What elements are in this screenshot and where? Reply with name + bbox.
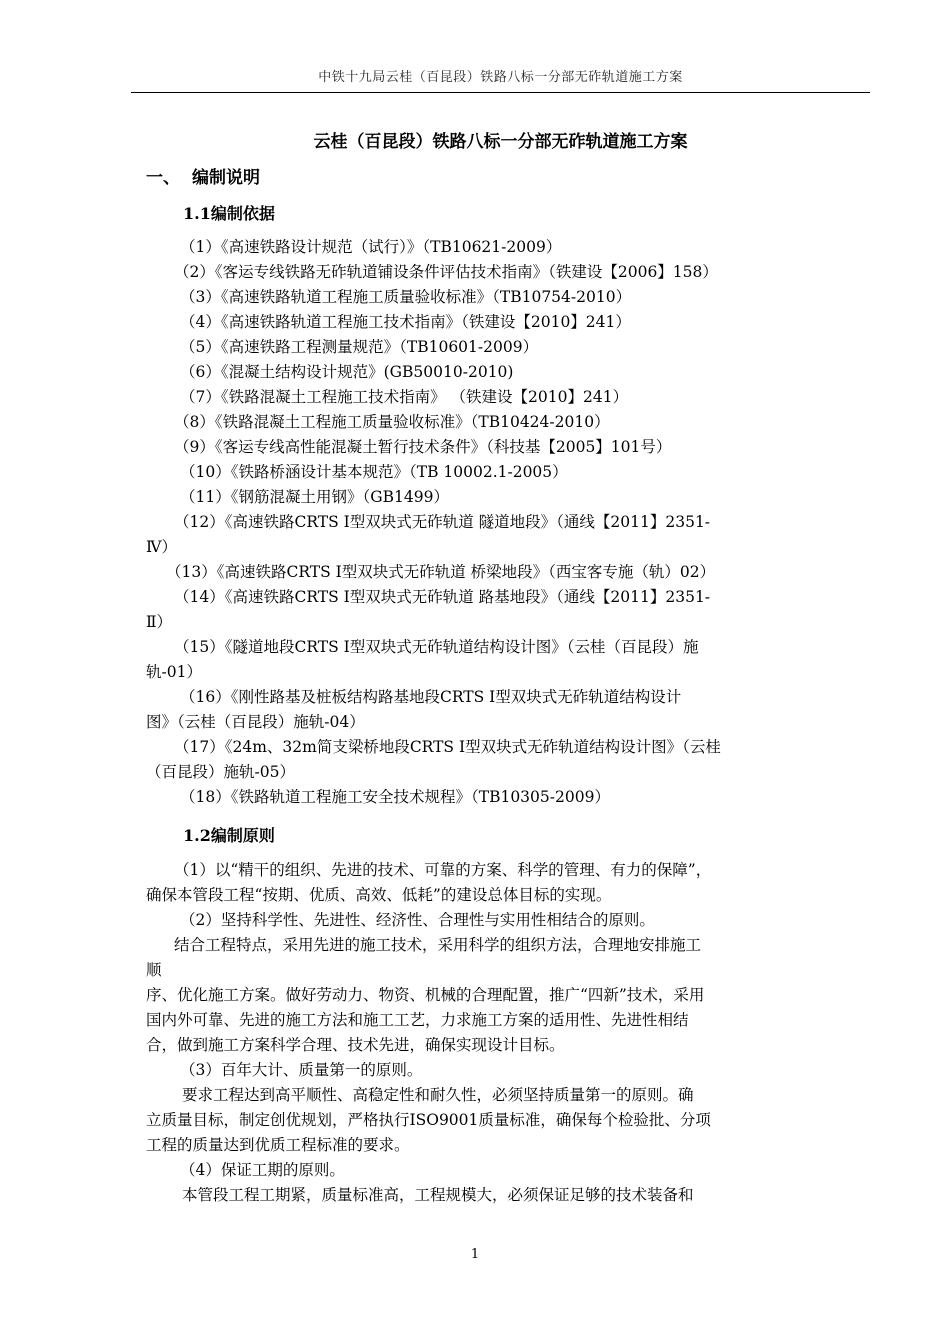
principle-line: （4）保证工期的原则。 xyxy=(180,1161,345,1179)
reference-item: （13）《高速铁路CRTS Ⅰ型双块式无砟轨道 桥梁地段》（西宝客专施（轨）02） xyxy=(166,563,716,581)
principle-line: 立质量目标，制定创优规划，严格执行ISO9001质量标准，确保每个检验批、分项 xyxy=(146,1111,711,1129)
principle-line: 合，做到施工方案科学合理、技术先进，确保实现设计目标。 xyxy=(146,1036,565,1054)
reference-item: （4）《高速铁路轨道工程施工技术指南》（铁建设【2010】241） xyxy=(180,313,631,331)
reference-item: （7）《铁路混凝土工程施工技术指南》 （铁建设【2010】241） xyxy=(180,388,629,406)
page-header: 中铁十九局云桂（百昆段）铁路八标一分部无砟轨道施工方案 xyxy=(318,70,683,85)
reference-item: （18）《铁路轨道工程施工安全技术规程》（TB10305-2009） xyxy=(180,788,610,806)
document-title: 云桂（百昆段）铁路八标一分部无砟轨道施工方案 xyxy=(313,132,688,152)
header-rule xyxy=(131,92,870,93)
principle-line: 本管段工程工期紧，质量标准高，工程规模大，必须保证足够的技术装备和 xyxy=(182,1186,694,1204)
reference-item: （15）《隧道地段CRTS Ⅰ型双块式无砟轨道结构设计图》（云桂（百昆段）施 xyxy=(174,638,699,656)
reference-item-continued: Ⅳ） xyxy=(146,538,177,556)
reference-item: （8）《铁路混凝土工程施工质量验收标准》（TB10424-2010） xyxy=(174,413,610,431)
reference-item: （16）《刚性路基及桩板结构路基地段CRTS Ⅰ型双块式无砟轨道结构设计 xyxy=(180,688,682,706)
principle-line: 国内外可靠、先进的施工方法和施工工艺，力求施工方案的适用性、先进性相结 xyxy=(146,1011,689,1029)
reference-item: （2）《客运专线铁路无砟轨道铺设条件评估技术指南》（铁建设【2006】158） xyxy=(174,263,718,281)
page-number: 1 xyxy=(470,1247,480,1262)
principle-line: （1）以“精干的组织、先进的技术、可靠的方案、科学的管理、有力的保障”， xyxy=(174,861,712,879)
reference-item: （11）《钢筋混凝土用钢》（GB1499） xyxy=(180,488,449,506)
reference-item-continued: Ⅱ） xyxy=(146,613,173,631)
principle-line: 确保本管段工程“按期、优质、高效、低耗”的建设总体目标的实现。 xyxy=(146,886,612,904)
principle-line: 结合工程特点，采用先进的施工技术，采用科学的组织方法，合理地安排施工 xyxy=(174,936,702,954)
principle-line: 序、优化施工方案。做好劳动力、物资、机械的合理配置，推广“四新”技术，采用 xyxy=(146,986,705,1004)
reference-item: （1）《高速铁路设计规范（试行）》（TB10621-2009） xyxy=(180,238,562,256)
reference-item: （14）《高速铁路CRTS Ⅰ型双块式无砟轨道 路基地段》（通线【2011】2351- xyxy=(174,588,711,606)
reference-item-continued: （百昆段）施轨-05） xyxy=(146,763,295,781)
reference-item: （10）《铁路桥涵设计基本规范》（TB 10002.1-2005） xyxy=(180,463,568,481)
section-number: 一、 xyxy=(146,168,180,188)
principle-line: （3）百年大计、质量第一的原则。 xyxy=(180,1061,423,1079)
reference-item-continued: 轨-01） xyxy=(146,663,202,681)
reference-item: （9）《客运专线高性能混凝土暂行技术条件》（科技基【2005】101号） xyxy=(174,438,672,456)
subsection-heading-1-1: 1.1编制依据 xyxy=(183,204,275,223)
reference-item-continued: 图》（云桂（百昆段）施轨-04） xyxy=(146,713,365,731)
reference-item: （17）《24m、32m简支梁桥地段CRTS Ⅰ型双块式无砟轨道结构设计图》（云桂 xyxy=(174,738,721,756)
principle-line: 工程的质量达到优质工程标准的要求。 xyxy=(146,1136,410,1154)
principle-line: 顺 xyxy=(146,961,162,979)
section-title: 编制说明 xyxy=(192,168,260,188)
section-heading xyxy=(146,163,260,188)
reference-item: （6）《混凝土结构设计规范》(GB50010-2010) xyxy=(180,363,514,381)
reference-item: （5）《高速铁路工程测量规范》（TB10601-2009） xyxy=(180,338,539,356)
subsection-heading-1-2: 1.2编制原则 xyxy=(183,826,275,845)
reference-item: （3）《高速铁路轨道工程施工质量验收标准》（TB10754-2010） xyxy=(180,288,632,306)
reference-item: （12）《高速铁路CRTS Ⅰ型双块式无砟轨道 隧道地段》（通线【2011】2351- xyxy=(174,513,711,531)
principle-line: （2）坚持科学性、先进性、经济性、合理性与实用性相结合的原则。 xyxy=(180,911,655,929)
principle-line: 要求工程达到高平顺性、高稳定性和耐久性，必须坚持质量第一的原则。确 xyxy=(182,1086,694,1104)
